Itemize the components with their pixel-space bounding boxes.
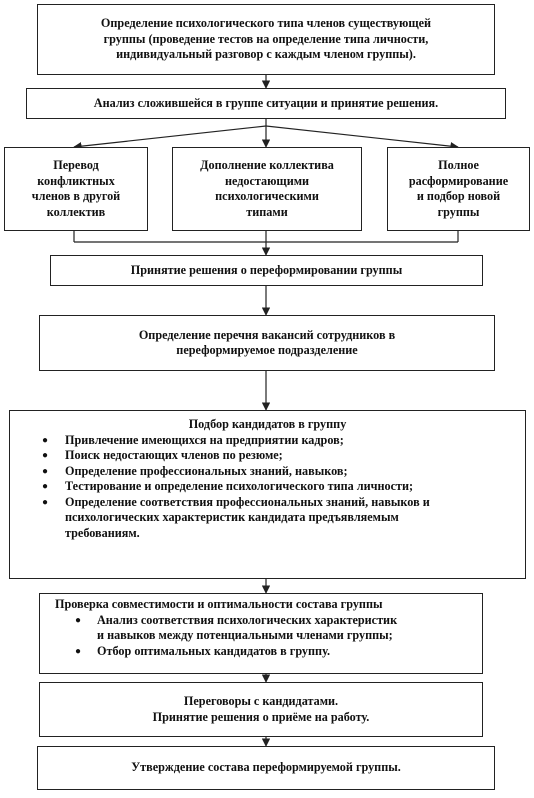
box-line: Определение психологического типа членов существующей	[100, 16, 432, 31]
box-line: расформирование	[408, 173, 509, 188]
box-line: Определение перечня вакансий сотрудников в	[138, 327, 396, 342]
box-line: недостающими	[224, 173, 310, 188]
box-line: переформируемое подразделение	[176, 343, 358, 357]
box-line: типами	[246, 204, 288, 219]
list-item-text: Поиск недостающих членов по резюме;	[65, 448, 283, 462]
box-option-transfer	[4, 147, 148, 231]
box-line: Переговоры с кандидатами.	[183, 694, 339, 708]
box-line: Дополнение коллектива	[200, 158, 334, 172]
list-item-continuation: требованиям.	[65, 525, 140, 540]
list-item	[39, 644, 483, 660]
box-line: Анализ сложившейся в группе ситуации и принятие решения.	[93, 95, 439, 110]
list-item	[39, 613, 483, 629]
box-line: группы	[437, 204, 480, 219]
arrow-2-to-option1	[74, 126, 266, 147]
list-item-continuation: и навыков между потенциальными членами группы;	[97, 628, 393, 642]
list-item	[9, 479, 526, 495]
bullet-icon: ●	[42, 465, 49, 477]
box-line: членов в другой	[31, 189, 121, 203]
box-option-supplement	[172, 147, 362, 231]
box-line: коллектив	[46, 204, 106, 219]
list-item-text: Анализ соответствия психологических характеристик	[97, 612, 398, 627]
box-determine-psych-type	[37, 4, 495, 75]
list-item-text: Отбор оптимальных кандидатов в группу.	[97, 643, 330, 658]
box-line: Полное	[438, 158, 479, 172]
box-line: Утверждение состава переформируемой группы.	[131, 760, 401, 775]
compatibility-title: Проверка совместимости и оптимальности состава группы	[55, 597, 383, 611]
list-item	[9, 495, 526, 511]
box-line: Принятие решения о переформировании группы	[130, 262, 403, 277]
arrow-2-to-option3	[266, 126, 458, 147]
bullet-icon: ●	[42, 496, 49, 508]
list-item	[9, 448, 526, 464]
box-reform-decision	[50, 255, 483, 286]
bullet-icon: ●	[42, 450, 49, 461]
box-line: Принятие решения о приёме на работу.	[152, 709, 370, 724]
box-line: психологическими	[215, 189, 319, 203]
box-line: индивидуальный разговор с каждым членом группы).	[116, 47, 416, 62]
box-negotiations	[39, 682, 483, 737]
box-line: Перевод	[53, 158, 99, 172]
bullet-icon: ●	[42, 481, 49, 492]
list-item-continuation: психологических характеристик кандидата предъявляемым	[65, 510, 399, 524]
list-item-text: Определение соответствия профессиональных знаний, навыков и	[65, 494, 430, 509]
box-vacancies	[39, 315, 495, 371]
compatibility-check-list	[39, 597, 483, 659]
candidate-selection-list	[9, 417, 526, 541]
box-analysis-decision	[26, 88, 506, 119]
bullet-icon: ●	[75, 614, 82, 626]
box-line: конфликтных	[37, 173, 115, 188]
list-item-text: Тестирование и определение психологического типа личности;	[65, 479, 414, 493]
box-option-disband	[387, 147, 530, 231]
list-item-text: Определение профессиональных знаний, навыков;	[65, 463, 348, 478]
box-line: группы (проведение тестов на определение типа личности,	[103, 31, 429, 46]
bullet-icon: ●	[42, 434, 49, 446]
list-item	[9, 433, 526, 449]
box-approve-composition	[37, 746, 495, 790]
candidate-selection-title: Подбор кандидатов в группу	[188, 417, 347, 431]
box-line: и подбор новой	[416, 189, 501, 203]
list-item-text: Привлечение имеющихся на предприятии кадров;	[65, 432, 344, 447]
list-item	[9, 464, 526, 480]
bullet-icon: ●	[75, 645, 82, 657]
